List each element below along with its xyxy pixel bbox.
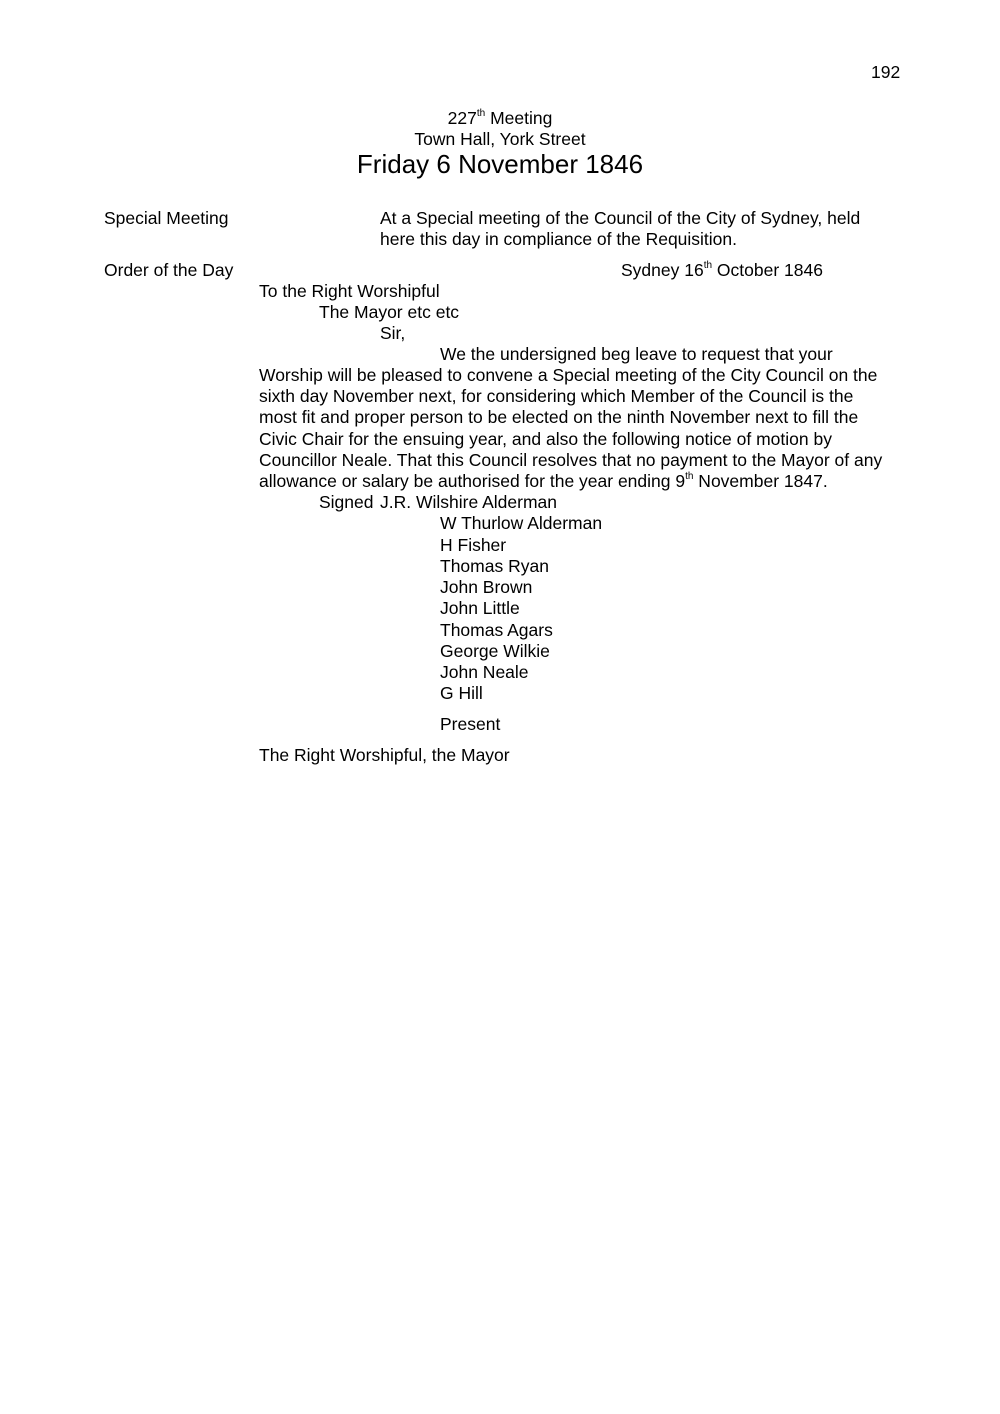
signed-label: Signed xyxy=(319,492,374,512)
special-meeting-line-2: here this day in compliance of the Requisition. xyxy=(380,229,738,249)
requisition-date-suffix: th xyxy=(703,260,713,272)
requisition-date xyxy=(621,260,823,281)
meeting-number-value: 227 xyxy=(447,108,477,128)
signatory: John Neale xyxy=(440,662,529,682)
signatory: John Little xyxy=(440,598,520,618)
signatory: Thomas Agars xyxy=(440,620,553,640)
addressee-mayor: The Mayor etc etc xyxy=(319,302,460,322)
salutation: Sir, xyxy=(380,323,406,343)
signatory: G Hill xyxy=(440,683,483,703)
body-line-4: most fit and proper person to be elected on the ninth November next to fill the xyxy=(259,407,859,427)
present-member: The Right Worshipful, the Mayor xyxy=(259,745,510,765)
meeting-date-title: Friday 6 November 1846 xyxy=(356,149,644,179)
margin-label-special-meeting: Special Meeting xyxy=(104,208,229,228)
margin-label-order-of-the-day: Order of the Day xyxy=(104,260,234,280)
body-line-1: We the undersigned beg leave to request that your xyxy=(440,344,833,364)
present-heading: Present xyxy=(440,714,501,734)
signatory: J.R. Wilshire Alderman xyxy=(380,492,557,512)
meeting-number-suffix: th xyxy=(476,108,486,120)
signatory: W Thurlow Alderman xyxy=(440,513,603,533)
body-line-7-pre: allowance or salary be authorised for the year ending 9 xyxy=(259,471,686,491)
requisition-date-post: October 1846 xyxy=(712,260,823,280)
body-line-7 xyxy=(259,471,828,492)
meeting-number xyxy=(0,108,1000,129)
signatory: John Brown xyxy=(440,577,533,597)
meeting-location: Town Hall, York Street xyxy=(414,129,586,149)
body-line-5: Civic Chair for the ensuing year, and also the following notice of motion by xyxy=(259,429,832,449)
body-line-6: Councillor Neale. That this Council resolves that no payment to the Mayor of any xyxy=(259,450,883,470)
requisition-date-pre: Sydney 16 xyxy=(621,260,704,280)
addressee-line: To the Right Worshipful xyxy=(259,281,440,301)
body-line-2: Worship will be pleased to convene a Special meeting of the City Council on the xyxy=(259,365,878,385)
body-line-7-suffix: th xyxy=(685,471,694,483)
page-number: 192 xyxy=(871,62,901,82)
special-meeting-line-1: At a Special meeting of the Council of the City of Sydney, held xyxy=(380,208,861,228)
body-line-3: sixth day November next, for considering which Member of the Council is the xyxy=(259,386,854,406)
signatory: George Wilkie xyxy=(440,641,550,661)
signatory: Thomas Ryan xyxy=(440,556,549,576)
signatory: H Fisher xyxy=(440,535,507,555)
meeting-word: Meeting xyxy=(490,108,553,128)
body-line-7-post: November 1847. xyxy=(693,471,828,491)
